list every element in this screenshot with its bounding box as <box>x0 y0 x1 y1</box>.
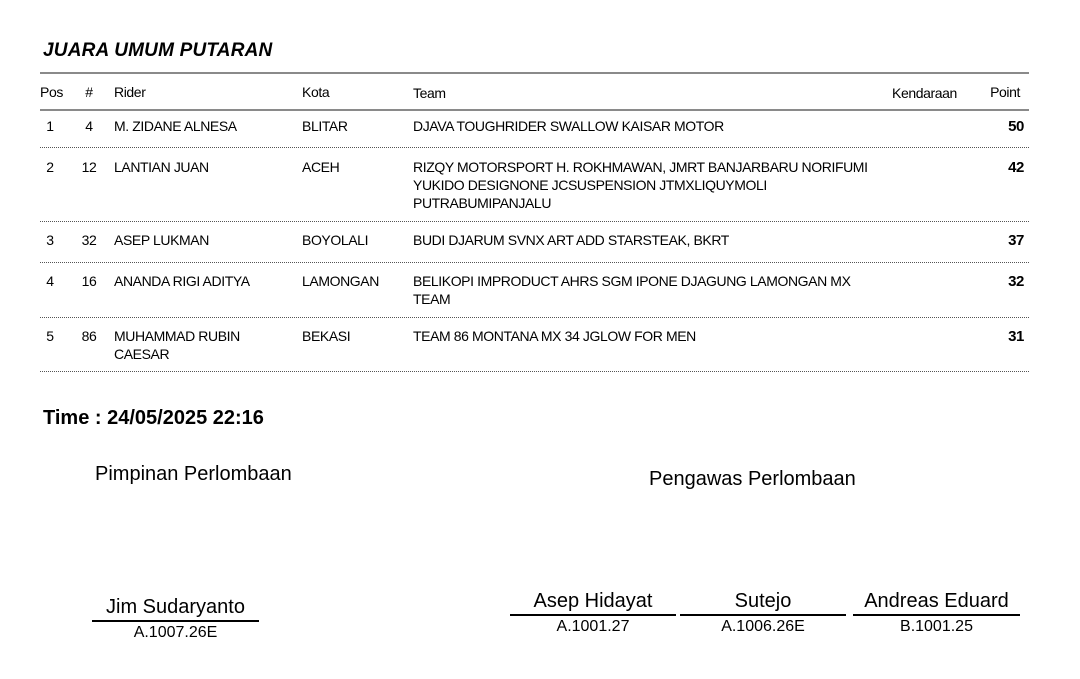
row-team: RIZQY MOTORSPORT H. ROKHMAWAN, JMRT BANJARBARU NORIFUMI YUKIDO DESIGNONE JCSUSPENSION JTMXLIQUYMOLI PUTRABUMIPANJALU <box>413 159 868 211</box>
header-number: # <box>85 84 93 100</box>
row-pos: 2 <box>46 159 54 175</box>
row-rider: ANANDA RIGI ADITYA <box>114 273 250 289</box>
header-rider: Rider <box>114 84 146 100</box>
row-point: 31 <box>1008 328 1024 345</box>
signature-code: B.1001.25 <box>900 618 973 635</box>
signature-name: Andreas Eduard <box>853 589 1020 616</box>
row-kota: ACEH <box>302 159 340 175</box>
row-number: 16 <box>81 273 97 289</box>
header-point: Point <box>990 84 1020 100</box>
signature-name: Jim Sudaryanto <box>92 595 259 622</box>
header-kota: Kota <box>302 84 330 100</box>
row-kota: BOYOLALI <box>302 232 369 248</box>
row-rider: MUHAMMAD RUBIN CAESAR <box>114 328 240 362</box>
row-team: BELIKOPI IMPRODUCT AHRS SGM IPONE DJAGUNG LAMONGAN MX TEAM <box>413 273 851 307</box>
row-pos: 1 <box>46 118 54 134</box>
row-number: 32 <box>81 232 97 248</box>
table-header <box>40 83 1029 103</box>
table-row <box>40 272 1029 318</box>
left-signature-heading: Pimpinan Perlombaan <box>95 463 292 485</box>
document-title: JUARA UMUM PUTARAN <box>43 40 273 61</box>
row-team: TEAM 86 MONTANA MX 34 JGLOW FOR MEN <box>413 328 696 344</box>
row-number: 4 <box>85 118 93 134</box>
row-point: 50 <box>1008 118 1024 135</box>
signature-code: A.1007.26E <box>133 624 218 641</box>
signature-name: Asep Hidayat <box>510 589 676 616</box>
row-point: 32 <box>1008 273 1024 290</box>
signature-block <box>510 589 676 638</box>
row-rider: M. ZIDANE ALNESA <box>114 118 237 134</box>
signature-block <box>853 589 1020 638</box>
row-team: BUDI DJARUM SVNX ART ADD STARSTEAK, BKRT <box>413 232 729 248</box>
row-kota: BLITAR <box>302 118 348 134</box>
row-rider: ASEP LUKMAN <box>114 232 209 248</box>
table-row <box>40 117 1029 148</box>
row-kota: LAMONGAN <box>302 273 379 289</box>
top-rule <box>40 72 1029 74</box>
row-kota: BEKASI <box>302 328 351 344</box>
timestamp: Time : 24/05/2025 22:16 <box>43 407 264 429</box>
signature-block <box>680 589 846 638</box>
row-number: 86 <box>81 328 97 344</box>
row-pos: 4 <box>46 273 54 289</box>
table-row <box>40 231 1029 263</box>
header-kendaraan: Kendaraan <box>892 85 957 101</box>
header-pos: Pos <box>40 84 63 100</box>
table-row <box>40 158 1029 222</box>
table-row <box>40 327 1029 372</box>
header-rule <box>40 109 1029 111</box>
signature-code: A.1006.26E <box>721 618 805 635</box>
row-number: 12 <box>81 159 97 175</box>
row-point: 42 <box>1008 159 1024 176</box>
right-signature-heading: Pengawas Perlombaan <box>649 468 856 490</box>
row-pos: 3 <box>46 232 54 248</box>
row-team: DJAVA TOUGHRIDER SWALLOW KAISAR MOTOR <box>413 118 724 134</box>
signature-code: A.1001.27 <box>556 618 630 635</box>
row-point: 37 <box>1008 232 1024 249</box>
row-pos: 5 <box>46 328 54 344</box>
row-rider: LANTIAN JUAN <box>114 159 209 175</box>
signature-block <box>92 595 259 644</box>
header-team: Team <box>413 85 446 101</box>
signature-name: Sutejo <box>680 589 846 616</box>
